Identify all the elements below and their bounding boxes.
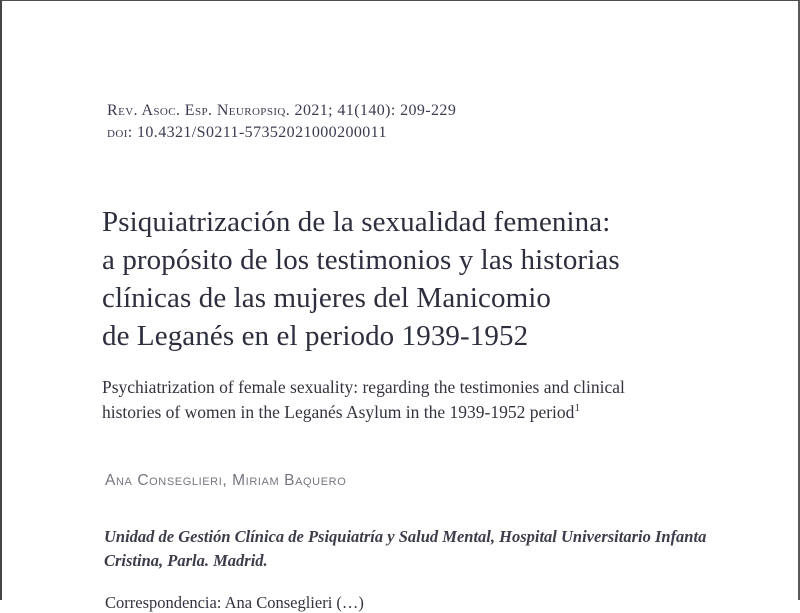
journal-citation-line: Rev. Asoc. Esp. Neuropsiq. 2021; 41(140): 209-229	[107, 102, 457, 119]
title-line-2: a propósito de los testimonios y las historias	[102, 244, 620, 276]
correspondence-line-text: Correspondencia: Ana Conseglieri (…)	[105, 593, 364, 612]
affiliation-line-2: Cristina, Parla. Madrid.	[104, 551, 268, 570]
article-title-spanish	[102, 203, 620, 355]
subtitle-line-2	[102, 400, 625, 425]
article-title-english	[102, 375, 625, 425]
footnote-marker: 1	[574, 402, 580, 415]
doi-line: doi: 10.4321/S0211-57352021000200011	[107, 124, 387, 141]
affiliation-block	[104, 525, 706, 573]
title-line-3: clínicas de las mujeres del Manicomio	[102, 282, 552, 314]
journal-citation-block	[107, 100, 456, 144]
authors-line: Ana Conseglieri, Miriam Baquero	[105, 472, 347, 489]
correspondence-line-clipped	[105, 592, 745, 612]
subtitle-line-1: Psychiatrization of female sexuality: regarding the testimonies and clinical	[102, 377, 625, 397]
title-line-4: de Leganés en el periodo 1939-1952	[102, 320, 529, 352]
affiliation-line-1: Unidad de Gestión Clínica de Psiquiatría y Salud Mental, Hospital Universitario Infanta	[104, 527, 707, 546]
title-line-1: Psiquiatrización de la sexualidad femenina:	[102, 206, 611, 238]
subtitle-line-2-text: histories of women in the Leganés Asylum in the 1939-1952 period	[102, 402, 575, 422]
